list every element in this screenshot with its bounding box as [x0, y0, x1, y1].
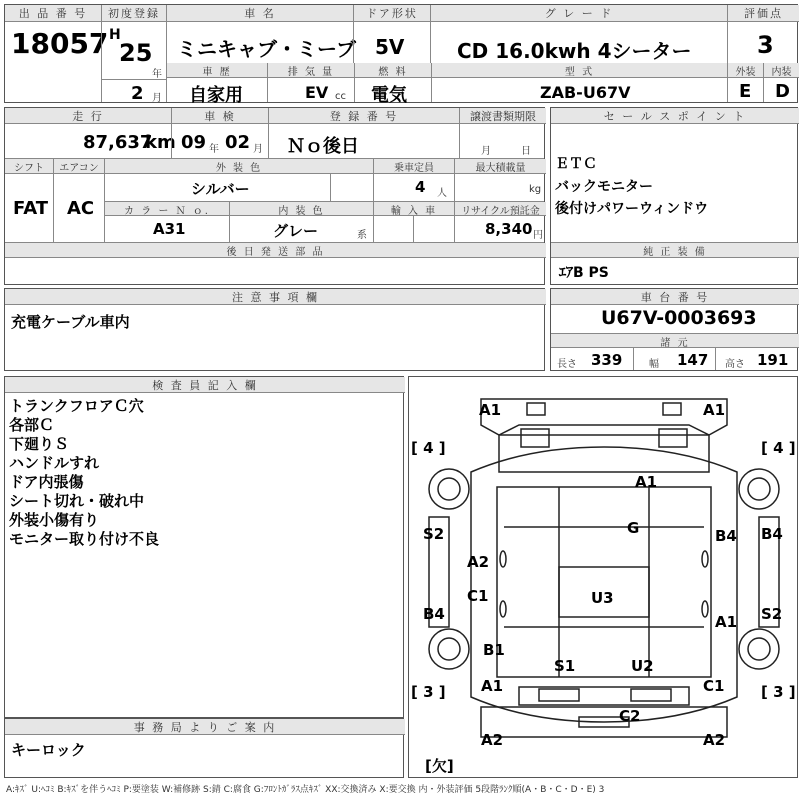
transfer-day-unit: 日	[521, 146, 531, 157]
mileage-label: 走 行	[5, 108, 171, 124]
car-outline-diagram	[409, 377, 799, 779]
mileage: 87,637	[83, 132, 153, 153]
color-no: A31	[153, 220, 186, 238]
header-panel	[4, 4, 798, 106]
lot-number: 18057	[11, 27, 109, 60]
inspector-line: ハンドルすれ	[9, 454, 100, 472]
capacity: 4	[415, 178, 426, 196]
chassis-panel	[550, 288, 798, 371]
sales-point-2: バックモニター	[555, 179, 653, 195]
reg-no: Ｎｏ後日	[287, 136, 359, 157]
max-load-label: 最大積載量	[455, 159, 546, 174]
inspection-month: 02	[225, 132, 251, 153]
damage-mark: A1	[635, 473, 658, 491]
damage-mark: B4	[423, 605, 445, 623]
damage-mark: S2	[761, 605, 783, 623]
import-label: 輸 入 車	[374, 202, 454, 216]
recycle-label: リサイクル預託金	[455, 202, 546, 216]
grade: CD 16.0kwh 4シーター	[457, 39, 692, 63]
height: 191	[757, 351, 789, 369]
inspector-line: 各部Ｃ	[9, 416, 55, 434]
caution-panel	[4, 288, 545, 371]
int-color-unit: 系	[357, 230, 367, 241]
inspector-line: シート切れ・破れ中	[9, 492, 145, 510]
damage-mark: U3	[591, 589, 614, 607]
displacement: EV	[305, 83, 329, 102]
sales-point-label: セ ー ル ス ポ イ ン ト	[551, 108, 799, 124]
inspector-line: 下廻りＳ	[9, 435, 70, 453]
history-label: 車 歴	[167, 63, 267, 78]
tire-tread-rear-right: [ 3 ]	[761, 683, 796, 701]
mileage-unit: km	[145, 132, 176, 153]
year-unit: 年	[152, 69, 162, 80]
recycle-unit: 円	[533, 230, 543, 241]
first-reg-year: 25	[119, 39, 153, 67]
transfer-label: 譲渡書類期限	[460, 108, 546, 124]
max-load-unit: kg	[529, 184, 542, 195]
damage-mark: A1	[703, 401, 726, 419]
sales-point-panel	[550, 107, 798, 285]
model-code: ZAB-U67V	[540, 83, 631, 102]
recycle-fee: 8,340	[485, 220, 533, 238]
capacity-label: 乗車定員	[374, 159, 454, 174]
damage-mark: S1	[554, 657, 576, 675]
int-color-label: 内 装 色	[230, 202, 373, 216]
equipment: ｴｱB PS	[559, 265, 609, 281]
damage-mark: G	[627, 519, 640, 537]
damage-mark: A2	[703, 731, 726, 749]
fuel: 電気	[371, 85, 407, 106]
damage-mark: C1	[467, 587, 489, 605]
score-label: 評価点	[728, 5, 799, 22]
door-label: ドア形状	[354, 5, 430, 22]
chassis-label: 車 台 番 号	[551, 289, 799, 305]
exterior-grade: E	[739, 81, 752, 102]
era: H	[109, 27, 121, 43]
tire-tread-front-left: [ 4 ]	[411, 439, 446, 457]
capacity-unit: 人	[437, 188, 447, 199]
damage-mark: C1	[703, 677, 725, 695]
damage-mark: C2	[619, 707, 641, 725]
ext-color-label: 外 装 色	[105, 159, 373, 174]
displacement-unit: cc	[335, 91, 346, 102]
chassis-number: U67V-0003693	[601, 307, 757, 329]
inspector-label: 検 査 員 記 入 欄	[5, 377, 405, 393]
history: 自家用	[189, 85, 243, 106]
score: 3	[757, 31, 774, 59]
inspector-line: モニター取り付け不良	[9, 530, 160, 548]
inspection-year: 09	[181, 132, 207, 153]
equipment-label: 純 正 装 備	[551, 243, 799, 258]
damage-mark: U2	[631, 657, 654, 675]
month-unit: 月	[152, 93, 162, 104]
first-reg-month: 2	[131, 83, 144, 104]
sales-point-1: ＥＴＣ	[555, 156, 597, 172]
details-panel	[4, 107, 545, 285]
tire-tread-rear-left: [ 3 ]	[411, 683, 446, 701]
spare-tire-missing: [欠]	[425, 757, 454, 775]
office-label: 事 務 局 よ り ご 案 内	[5, 719, 405, 735]
damage-mark: B4	[761, 525, 783, 543]
damage-mark: A2	[481, 731, 504, 749]
office-text: キーロック	[11, 741, 86, 759]
color-no-label: カ ラ ー Ｎ ｏ.	[105, 202, 229, 216]
inspector-line: 外装小傷有り	[9, 511, 100, 529]
transfer-month-unit: 月	[481, 146, 491, 157]
width: 147	[677, 351, 709, 369]
interior-label: 内装	[764, 63, 799, 78]
damage-mark: B4	[715, 527, 737, 545]
damage-mark: A1	[479, 401, 502, 419]
ac-label: エアコン	[54, 159, 104, 174]
inspection-month-unit: 月	[253, 144, 263, 155]
ext-color: シルバー	[191, 180, 250, 198]
caution-text: 充電ケーブル車内	[11, 313, 130, 331]
shift-label: シフト	[5, 159, 53, 174]
length-label: 長さ	[557, 359, 577, 370]
later-parts-label: 後 日 発 送 部 品	[5, 243, 546, 258]
grade-label: グ レ ー ド	[431, 5, 727, 22]
inspector-panel	[4, 376, 404, 718]
caution-label: 注 意 事 項 欄	[5, 289, 546, 305]
int-color: グレー	[273, 222, 319, 240]
spec-label: 諸 元	[551, 334, 799, 348]
inspection-label: 車 検	[172, 108, 268, 124]
damage-mark: A2	[467, 553, 490, 571]
inspector-line: トランクフロアＣ穴	[9, 397, 144, 415]
door-type: 5V	[375, 35, 405, 59]
inspection-year-unit: 年	[209, 144, 219, 155]
first-reg-label: 初度登録	[102, 5, 166, 22]
model-label: 型 式	[432, 63, 727, 78]
car-name-label: 車 名	[167, 5, 353, 22]
reg-no-label: 登 録 番 号	[269, 108, 459, 124]
damage-mark: A1	[715, 613, 738, 631]
displacement-label: 排 気 量	[268, 63, 354, 78]
damage-mark: S2	[423, 525, 445, 543]
sales-point-3: 後付けパワーウィンドウ	[555, 201, 709, 217]
damage-mark: A1	[481, 677, 504, 695]
interior-grade: D	[775, 81, 790, 102]
inspector-line: ドア内張傷	[9, 473, 84, 491]
car-name: ミニキャブ・ミーブ	[177, 37, 356, 61]
length: 339	[591, 351, 623, 369]
height-label: 高さ	[725, 359, 745, 370]
damage-mark: B1	[483, 641, 505, 659]
exterior-label: 外装	[728, 63, 763, 78]
shift: FAT	[13, 198, 49, 219]
damage-legend: A:ｷｽﾞ U:ﾍｺﾐ B:ｷｽﾞを伴うﾍｺﾐ P:要塗装 W:補修跡 S:錆 C:腐食 G:ﾌﾛﾝﾄｶﾞﾗｽ点ｷｽﾞ XX:交換済み X:要交換 内・外装評価 5段階ﾗﾝｸ順(A・B・C・D・E) 3	[6, 785, 605, 795]
width-label: 幅	[649, 359, 659, 370]
tire-tread-front-right: [ 4 ]	[761, 439, 796, 457]
lot-label: 出 品 番 号	[5, 5, 101, 22]
office-panel	[4, 718, 404, 778]
fuel-label: 燃 料	[355, 63, 431, 78]
damage-diagram-panel	[408, 376, 798, 778]
air-conditioner: AC	[67, 198, 95, 219]
